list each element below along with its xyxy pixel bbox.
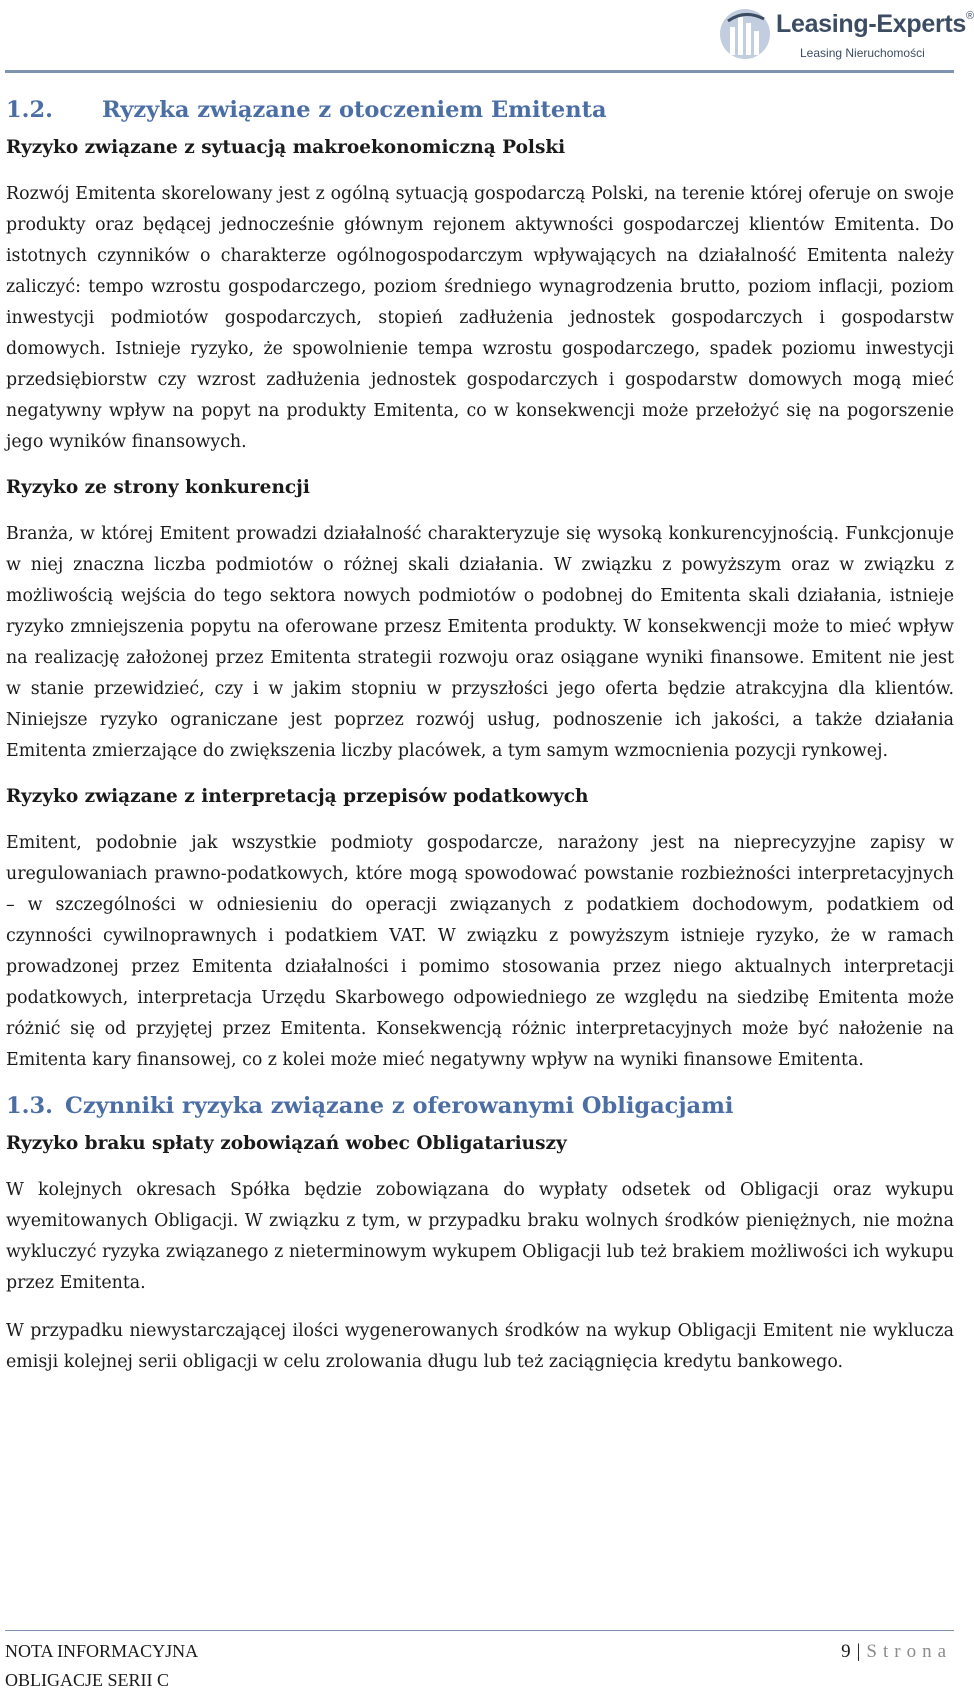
section-number: 1.3. <box>6 1093 53 1119</box>
logo-emblem-icon <box>718 7 772 61</box>
header-divider <box>5 70 954 73</box>
page-number: 9 <box>841 1641 851 1662</box>
subsection-heading: Ryzyko związane z sytuacją makroekonomiczną Polski <box>6 137 566 158</box>
paragraph: Rozwój Emitenta skorelowany jest z ogólną sytuacją gospodarczą Polski, na terenie której oferuje on swoje produkty oraz będącej jednocześnie głównym rejonem aktywności gospodarczej klientów Emitenta. Do istotnych czynników o charakterze ogólnogospodarczym wpływających na działalność Emitenta należy zaliczyć: tempo wzrostu gospodarczego, poziom średniego wynagrodzenia brutto, poziom inflacji, poziom inwestycji podmiotów gospodarczych, stopień zadłużenia jednostek gospodarczych i gospodarstw domowych. Istnieje ryzyko, że spowolnienie tempa wzrostu gospodarczego, spadek poziomu inwestycji przedsiębiorstw czy wzrost zadłużenia jednostek gospodarczych i gospodarstw domowych mogą mieć negatywny wpływ na popyt na produkty Emitenta, co w konsekwencji może przełożyć się na pogorszenie jego wyników finansowych. <box>6 184 954 452</box>
company-logo <box>718 4 974 66</box>
logo-title: Leasing-Experts® <box>776 10 974 38</box>
section-heading-1-3 <box>6 1088 954 1124</box>
footer-line-2: OBLIGACJE SERII C <box>5 1670 170 1690</box>
section-title: Ryzyka związane z otoczeniem Emitenta <box>102 97 607 123</box>
logo-subtitle: Leasing Nieruchomości <box>800 46 925 60</box>
paragraph: W przypadku niewystarczającej ilości wygenerowanych środków na wykup Obligacji Emitent nie wyklucza emisji kolejnej serii obligacji w celu zrolowania długu lub też zaciągnięcia kredytu bankowego. <box>6 1321 954 1372</box>
subsection-heading: Ryzyko związane z interpretacją przepisów podatkowych <box>6 786 589 807</box>
footer-line-1: NOTA INFORMACYJNA <box>5 1641 199 1661</box>
page-number-separator: | <box>856 1641 861 1662</box>
footer-divider <box>5 1630 954 1631</box>
page-header <box>0 0 974 75</box>
paragraph: Branża, w której Emitent prowadzi działalność charakteryzuje się wysoką konkurencyjnością. Funkcjonuje w niej znaczna liczba podmiotów o różnej skali działania. W związku z powyższym oraz w związku z możliwością wejścia do tego sektora nowych podmiotów o podobnej do Emitenta skali działania, istnieje ryzyko zmniejszenia popytu na oferowane przesz Emitenta produkty. W konsekwencji może to mieć wpływ na realizację założonej przez Emitenta strategii rozwoju oraz osiągane wyniki finansowe. Emitent nie jest w stanie przewidzieć, czy i w jakim stopniu w przyszłości jego oferta będzie atrakcyjna dla klientów. Niniejsze ryzyko ograniczane jest poprzez rozwój usług, podnoszenie ich jakości, a także działania Emitenta zmierzające do zwiększenia liczby placówek, a tym samym wzmocnienia pozycji rynkowej. <box>6 524 954 761</box>
document-body <box>6 92 954 1378</box>
section-title: Czynniki ryzyka związane z oferowanymi Obligacjami <box>64 1093 734 1119</box>
logo-registered-mark: ® <box>966 10 974 22</box>
page-number-block <box>841 1638 952 1666</box>
footer-document-title <box>5 1637 198 1695</box>
paragraph: W kolejnych okresach Spółka będzie zobowiązana do wypłaty odsetek od Obligacji oraz wykupu wyemitowanych Obligacji. W związku z tym, w przypadku braku wolnych środków pieniężnych, nie można wykluczyć ryzyka związanego z nieterminowym wykupem Obligacji lub też brakiem możliwości ich wykupu przez Emitenta. <box>6 1180 954 1293</box>
section-number: 1.2. <box>6 97 53 123</box>
page-label: Strona <box>866 1641 952 1662</box>
subsection-heading: Ryzyko ze strony konkurencji <box>6 477 310 498</box>
paragraph: Emitent, podobnie jak wszystkie podmioty gospodarcze, narażony jest na nieprecyzyjne zapisy w uregulowaniach prawno-podatkowych, które mogą spowodować powstanie rozbieżności interpretacyjnych – w szczególności w odniesieniu do operacji związanych z podatkiem dochodowym, podatkiem od czynności cywilnoprawnych i podatkiem VAT. W związku z powyższym istnieje ryzyko, że w ramach prowadzonej przez Emitenta działalności i pomimo stosowania przez niego aktualnych interpretacji podatkowych, interpretacja Urzędu Skarbowego odpowiedniego ze względu na siedzibę Emitenta może różnić się od przyjętej przez Emitenta. Konsekwencją różnic interpretacyjnych może być nałożenie na Emitenta kary finansowej, co z kolei może mieć negatywny wpływ na wyniki finansowe Emitenta. <box>6 833 954 1070</box>
section-heading-1-2 <box>6 92 954 128</box>
subsection-heading: Ryzyko braku spłaty zobowiązań wobec Obligatariuszy <box>6 1133 567 1154</box>
